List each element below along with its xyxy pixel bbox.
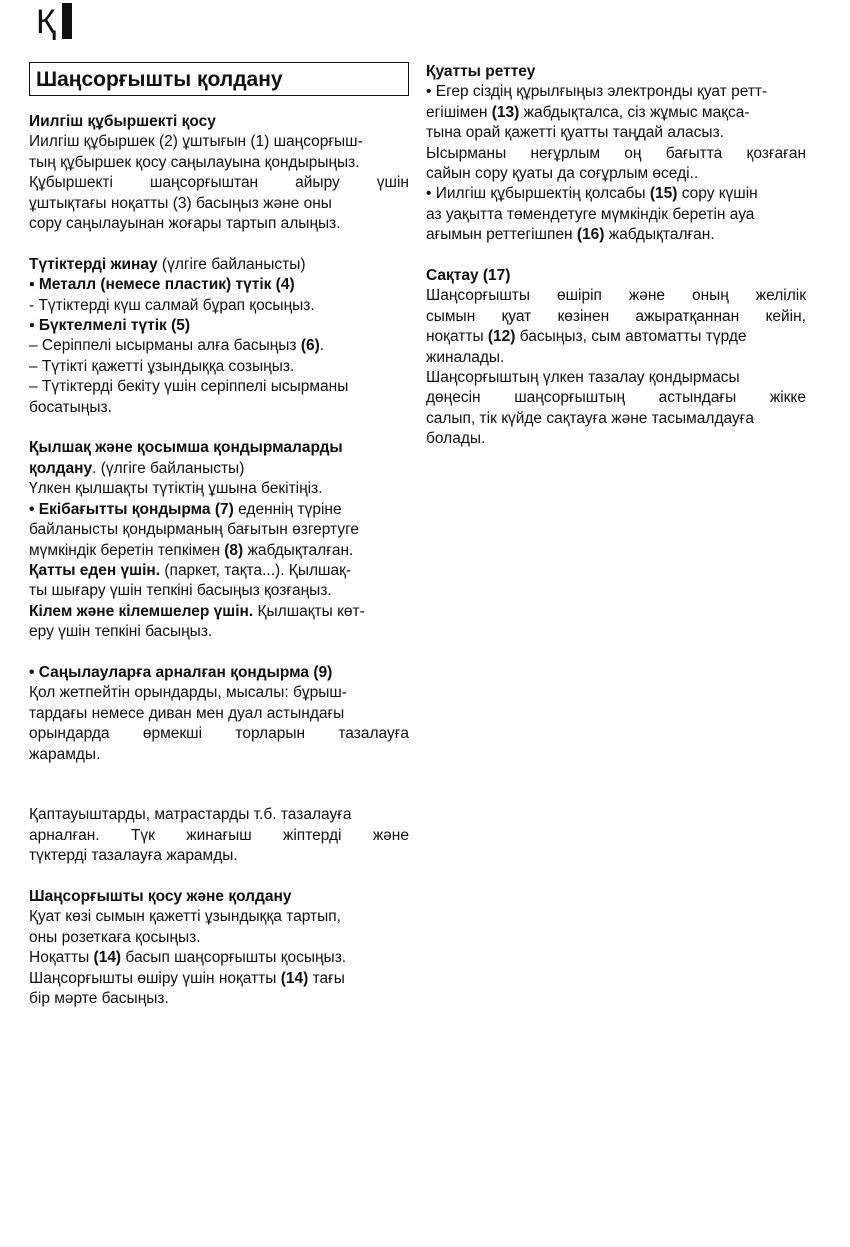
storage-line: Шаңсорғыштың үлкен тазалау қондырмасы (426, 369, 740, 387)
power-on-text: Шаңсорғышты өшіру үшін ноқатты (29, 969, 281, 987)
upholstery-section (29, 805, 409, 866)
storage-line (426, 327, 806, 347)
power-on-ref: (14) (93, 949, 122, 967)
power-reg-ref: (15) (649, 185, 678, 203)
folding-step-1 (29, 336, 409, 356)
hose-heading: Иилгіш құбыршекті қосу (29, 113, 216, 130)
power-on-text: Ноқатты (29, 949, 94, 967)
power-reg-line (426, 103, 806, 123)
power-reg-text: егішімен (426, 103, 492, 121)
power-reg-text: • Иилгіш құбыршектің қолсабы (426, 185, 650, 203)
hose-section (29, 112, 409, 234)
power-reg-ref: (13) (491, 103, 520, 121)
carpet-text: Қылшақты көт- (253, 602, 365, 620)
brush-section (29, 438, 409, 642)
hose-line: Иилгіш құбыршек (2) ұштығын (1) шаңсорғыш- (29, 133, 363, 151)
tubes-heading-line (29, 255, 409, 275)
language-bar (62, 3, 72, 39)
power-on-section (29, 887, 409, 1009)
dual-nozzle-title: • Екібағытты қондырма (7) (29, 500, 234, 518)
folding-tube-title: ▪ Бүктелмелі түтік (5) (29, 316, 409, 336)
dual-nozzle-line (29, 500, 409, 520)
power-on-ref: (14) (280, 969, 309, 987)
crevice-line: жарамды. (29, 745, 101, 763)
page-title: Шаңсорғышты қолдану (29, 62, 409, 96)
hose-line: тың құбыршек қосу саңылауына қондырыңыз. (29, 153, 360, 171)
power-regulation-heading: Қуатты реттеу (426, 63, 536, 80)
power-reg-text: ағымын реттегішпен (426, 226, 577, 244)
folding-step-3-cont: босатыңыз. (29, 398, 112, 416)
brush-heading: Қылшақ және қосымша қондырмаларды (29, 439, 343, 457)
storage-ref: (12) (487, 328, 516, 346)
power-regulation-section (426, 62, 806, 246)
power-reg-line: аз уақытта төмендетуге мүмкіндік беретін ауа (426, 205, 755, 223)
power-reg-line: сайын сору қуаты да соғұрлым өседі.. (426, 165, 699, 183)
carpet-line (29, 602, 409, 622)
power-on-text: басып шаңсорғышты қосыңыз. (121, 949, 347, 967)
hose-line: Құбыршекті шаңсорғыштан айыру үшін (29, 174, 409, 192)
storage-section (426, 266, 806, 450)
hose-line: сору саңылауынан жоғары тартып алыңыз. (29, 215, 341, 233)
storage-line: жиналады. (426, 348, 505, 366)
folding-step-1-text: – Серіппелі ысырманы алға басыңыз (29, 337, 301, 355)
power-reg-text: жабдықталған. (604, 226, 715, 244)
power-reg-line: • Егер сіздің құрылғыңыз электронды қуат ретт- (426, 83, 768, 101)
brush-heading-cont: қолдану (29, 459, 93, 477)
hard-floor-line (29, 561, 409, 581)
hard-floor-line: ты шығару үшін тепкіні басыңыз қозғаңыз. (29, 582, 332, 600)
power-on-line: оны розеткаға қосыңыз. (29, 928, 201, 946)
power-on-line: бір мәрте басыңыз. (29, 989, 169, 1007)
power-reg-text: жабдықталса, сіз жұмыс мақса- (519, 103, 750, 121)
storage-text: ноқатты (426, 328, 488, 346)
power-on-line (29, 969, 409, 989)
crevice-section (29, 663, 409, 765)
dual-nozzle-text: еденнің түріне (233, 500, 342, 518)
dual-nozzle-text: жабдықталған. (243, 541, 354, 559)
dual-nozzle-text: мүмкіндік беретін тепкімен (29, 541, 225, 559)
metal-tube-title: ▪ Металл (немесе пластик) түтік (4) (29, 275, 409, 295)
language-letter: Қ (36, 3, 56, 41)
language-marker (36, 2, 72, 42)
power-on-text: тағы (308, 969, 345, 987)
carpet-title: Кілем және кілемшелер үшін. (29, 602, 254, 620)
hard-floor-text: (паркет, тақта...). Қылшақ- (160, 561, 352, 579)
metal-tube-text: - Түтіктерді күш салмай бұрап қосыңыз. (29, 296, 315, 314)
power-on-line (29, 948, 409, 968)
crevice-line: орындарда өрмекші торларын тазалауға (29, 725, 409, 743)
hard-floor-title: Қатты еден үшін. (29, 561, 161, 579)
crevice-line: Қол жетпейтін орындарды, мысалы: бұрыш- (29, 684, 347, 702)
power-reg-line (426, 184, 806, 204)
folding-step-1-end: . (319, 337, 325, 355)
power-on-heading: Шаңсорғышты қосу және қолдану (29, 887, 292, 905)
tubes-heading-note: (үлгіге байланысты) (157, 255, 306, 273)
storage-line: дөңесін шаңсорғыштың астындағы жікке (426, 389, 806, 407)
carpet-line: еру үшін тепкіні басыңыз. (29, 623, 213, 641)
dual-nozzle-line: байланысты қондырманың бағытын өзгертуге (29, 521, 360, 539)
power-reg-line (426, 225, 806, 245)
metal-tube-text-value: Түтіктерді күш салмай бұрап қосыңыз. (38, 296, 315, 314)
folding-step-2: – Түтікті қажетті ұзындыққа созыңыз. (29, 357, 295, 375)
tubes-section (29, 255, 409, 418)
brush-heading-note: . (үлгіге байланысты) (92, 459, 245, 477)
dual-nozzle-ref: (8) (224, 541, 244, 559)
storage-line: сымын қуат көзінен ажыратқаннан кейін, (426, 307, 806, 325)
storage-line: Шаңсорғышты өшіріп және оның желілік (426, 287, 806, 305)
folding-step-3: – Түтіктерді бекіту үшін серіппелі ысырманы (29, 378, 349, 396)
upholstery-line: арналған. Түк жинағыш жіптерді және (29, 826, 409, 844)
storage-text: басыңыз, сым автоматты түрде (515, 328, 747, 346)
crevice-heading: • Саңылауларға арналған қондырма (9) (29, 663, 333, 681)
dual-nozzle-line (29, 541, 409, 561)
power-on-line: Қуат көзі сымын қажетті ұзындыққа тартып, (29, 908, 341, 926)
folding-step-1-ref: (6) (300, 337, 320, 355)
tubes-heading: Түтіктерді жинау (29, 255, 158, 273)
hose-line: ұштықтағы ноқатты (3) басыңыз және оны (29, 194, 332, 212)
storage-line: болады. (426, 430, 486, 448)
upholstery-line: түктерді тазалауға жарамды. (29, 847, 238, 865)
storage-line: салып, тік күйде сақтауға және тасымалдауға (426, 409, 754, 427)
right-column (426, 62, 806, 470)
left-column (29, 62, 409, 1030)
brush-heading-line-2 (29, 459, 409, 479)
power-reg-line: тына орай қажетті қуатты таңдай аласыз. (426, 124, 724, 142)
crevice-line: тардағы немесе диван мен дуал астындағы (29, 704, 345, 722)
brush-line: Үлкен қылшақты түтіктің ұшына бекітіңіз. (29, 480, 323, 498)
upholstery-line: Қаптауыштарды, матрастарды т.б. тазалауға (29, 806, 352, 824)
power-reg-line: Ысырманы неғұрлым оң бағытта қозғаған (426, 144, 806, 162)
power-reg-ref: (16) (576, 226, 605, 244)
storage-heading: Сақтау (17) (426, 267, 511, 285)
power-reg-text: сору күшін (677, 185, 758, 203)
